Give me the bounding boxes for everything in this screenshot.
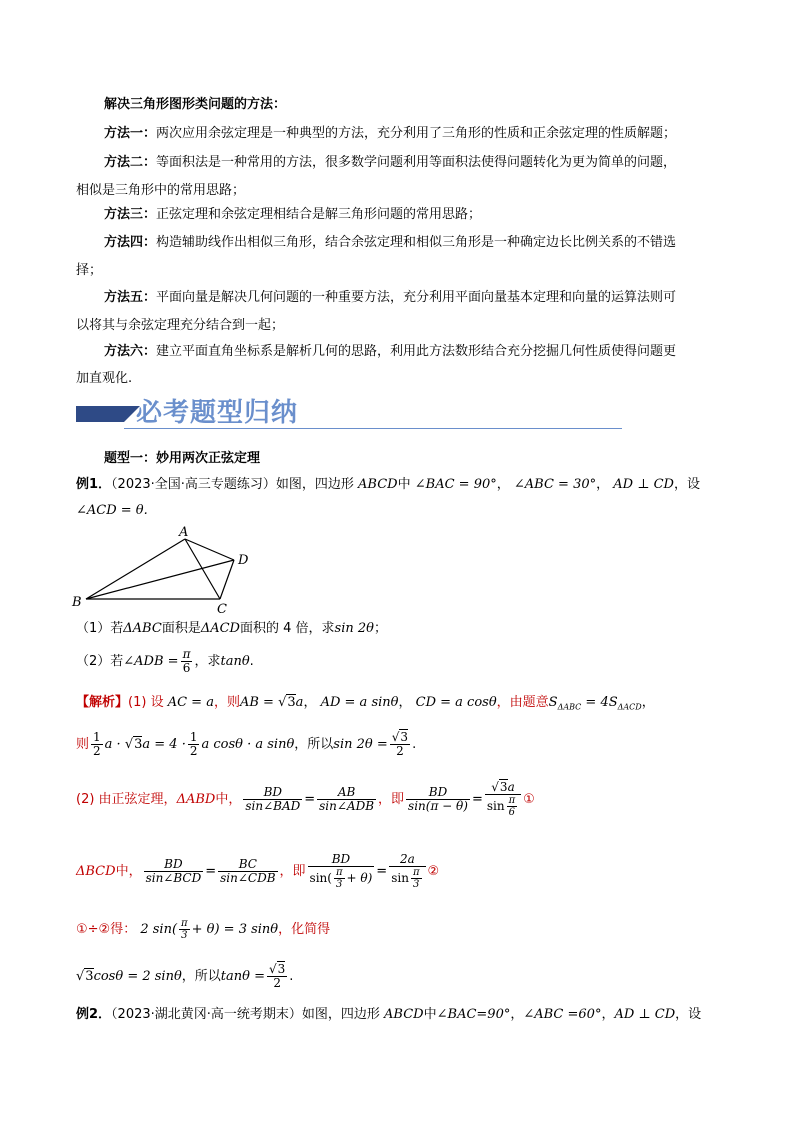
frac-bc-sincdb-d: sin∠CDB (220, 871, 276, 885)
solution-s1-sub: ΔABC (557, 702, 582, 712)
solution-ab-radicand: 3 (287, 695, 296, 710)
frac-bd-sinpi-d: sin(π − θ) (408, 799, 468, 813)
method-1-label: 方法一： (104, 126, 157, 141)
solution-p3-c: ，即 (378, 792, 405, 807)
frac-bd-sinpi-n: BD (428, 785, 448, 799)
frac-root3a-sinpi6: √3a sin $\frac{\pi}{6}$ (485, 781, 521, 818)
method-3-label: 方法三： (104, 207, 157, 222)
example-1-sep-1: ， (496, 477, 510, 492)
frac-pi6-d: 6 (507, 806, 518, 818)
quadrilateral-figure (70, 524, 270, 616)
example-1-label: 例1． (76, 477, 112, 492)
frac-bc-sincdb (218, 858, 277, 885)
example-1-she: ，设 (673, 477, 700, 492)
solution-comma-3: ， (641, 695, 655, 710)
example-2-cond-2: ∠ABC =60° (523, 1007, 602, 1022)
solution-p4-tri: ΔBCD (76, 864, 116, 879)
solution-p6-radicand: 3 (85, 969, 94, 984)
frac-pi3c-d: 3 (179, 929, 190, 941)
method-5-label: 方法五： (104, 290, 157, 305)
banner-rule (124, 428, 622, 429)
method-5 (104, 289, 676, 307)
frac-pi3-d: 3 (334, 878, 345, 890)
q2-target: tanθ (220, 654, 250, 669)
solution-then: ，则 (213, 695, 240, 710)
frac-pi3b-n: π (412, 867, 420, 878)
solution-p2-mid1: a · (104, 737, 121, 752)
q2-fraction (181, 648, 193, 675)
frac-bd-sinpi3 (308, 853, 375, 890)
solution-p3-b: 中， (215, 792, 242, 807)
q2-angle: ∠ADB = (123, 654, 179, 669)
method-2-text-a: 等面积法是一种常用的方法，很多数学问题利用等面积法使得问题转化为更为简单的问题， (156, 155, 677, 170)
example-2-sep-2: ， (601, 1007, 615, 1022)
frac-ab-sinadb-d: sin∠ADB (319, 799, 375, 813)
method-4 (104, 234, 676, 252)
frac-root3-d: 2 (390, 744, 410, 758)
example-1-source: （2023·全国·高三专题练习）如图，四边形 (111, 477, 354, 492)
solution-p2-radicand: 3 (134, 737, 143, 752)
frac-root3b-d: 2 (267, 976, 287, 990)
question-2 (76, 648, 254, 676)
solution-cd: CD = a cosθ (415, 695, 497, 710)
solution-line-4 (76, 850, 439, 894)
section-banner (76, 396, 622, 434)
example-2-text: （2023·湖北黄冈·高一统考期末）如图，四边形 (111, 1007, 380, 1022)
vertex-d-label: D (238, 553, 249, 568)
solution-comma-1: ， (303, 695, 317, 710)
frac-pi3b-d: 3 (411, 878, 422, 890)
frac-root3-n: 3 (400, 730, 409, 744)
frac-bd-sinbad-n: BD (263, 785, 283, 799)
solution-p2-end: . (412, 737, 417, 752)
frac-2a-sin: sin (391, 871, 409, 885)
frac-2a-sinpi3 (389, 853, 425, 890)
solution-p4-eq-1: = (205, 864, 217, 879)
frac-root3-over-2b: $\frac{√3}{2}$ (269, 962, 286, 990)
method-4-label: 方法四： (104, 235, 157, 250)
solution-line-1: 【解析】(1) 设 AC = a，则AB = √3a， AD = a sinθ， CD = a cosθ，由题意$S_{\Delta ABC} = 4S_{\Delta ACD}$， (76, 695, 655, 712)
solution-mark-1: ① (523, 792, 535, 807)
frac-root3b-n: 3 (277, 962, 286, 976)
method-2-text-b: 相似是三角形中的常用思路； (76, 183, 246, 198)
method-2 (104, 154, 676, 172)
frac-bd-sinbcd (144, 858, 204, 885)
q1-triangle-acd: ΔACD (200, 621, 240, 636)
banner-bar (76, 406, 124, 422)
example-2-she: ，设 (675, 1007, 702, 1022)
solution-line-3 (76, 778, 535, 822)
frac-bd-sinpi3-n: BD (331, 852, 351, 866)
solution-ad: AD = a sinθ (320, 695, 399, 710)
method-2-label: 方法二： (104, 155, 157, 170)
frac-sinpi3-close: + θ) (346, 871, 373, 885)
solution-s2: S (608, 695, 618, 710)
solution-p6-a: cosθ = 2 sinθ (93, 969, 182, 984)
frac-root3a-sin: sin (486, 799, 505, 813)
method-6-text-a: 建立平面直角坐标系是解析几何的思路，利用此方法数形结合充分挖掘几何性质使得问题更 (156, 344, 677, 359)
q2-text-a: （2）若 (76, 654, 124, 669)
solution-line-5 (76, 910, 330, 950)
example-1-line-1 (76, 476, 700, 494)
q1-text-b: 面积是 (161, 621, 201, 636)
solution-p4-a: 中， (115, 864, 142, 879)
solution-comma-2: ， (398, 695, 412, 710)
method-3-text: 正弦定理和余弦定理相结合是解三角形问题的常用思路； (156, 207, 482, 222)
method-1-text: 两次应用余弦定理是一种典型的方法，充分利用了三角形的性质和正余弦定理的性质解题； (156, 126, 677, 141)
solution-p4-eq-2: = (376, 864, 388, 879)
solution-p5-b: ，化简得 (278, 922, 331, 937)
solution-p1-a: (1) 设 (128, 695, 164, 710)
solution-line-2: 则 $\frac{1}{2}$ a · √3a = 4 · $\frac{1}{2}$ a cosθ · a sinθ，所以sin 2θ = $\frac{√3}{2}$ . (76, 730, 417, 758)
solution-p3-a: (2) 由正弦定理， (76, 792, 177, 807)
solution-ze: 则 (76, 737, 90, 752)
q1-text-e: ； (373, 621, 387, 636)
frac-bd-sinbad (243, 786, 302, 813)
frac-pi3c (179, 918, 190, 941)
method-3 (104, 206, 481, 224)
solution-ac: AC = a (167, 695, 214, 710)
example-1-sep-2: ， (596, 477, 610, 492)
frac-pi3c-n: π (181, 918, 188, 929)
frac-2a-n: 2a (399, 852, 415, 866)
method-5-text-b: 以将其与余弦定理充分结合到一起； (76, 318, 285, 333)
method-6-text-b: 加直观化. (76, 371, 133, 386)
example-2-cond-3: AD ⊥ CD (614, 1007, 676, 1022)
frac-half-2 (188, 731, 200, 758)
solution-p4-b: ，即 (279, 864, 306, 879)
vertex-c-label: C (217, 602, 227, 616)
frac-half-1 (91, 731, 103, 758)
frac-half-1-n: 1 (93, 730, 101, 744)
frac-bd-sinbad-d: sin∠BAD (245, 799, 301, 813)
solution-line-6: √3cosθ = 2 sinθ，所以tanθ = $\frac{√3}{2}$ . (76, 962, 294, 990)
solution-p2-mid3: a cosθ · a sinθ (201, 737, 295, 752)
solution-p5-expr-b: + θ) = 3 sinθ (191, 922, 279, 937)
frac-half-2-d: 2 (189, 744, 198, 758)
method-6-label: 方法六： (104, 344, 157, 359)
solution-ab: AB = (239, 695, 274, 710)
method-6 (104, 343, 676, 361)
frac-bd-sinpi (406, 786, 470, 813)
frac-half-1-d: 2 (93, 744, 101, 758)
example-1-cond-3: AD ⊥ CD (613, 477, 674, 492)
solution-p3-eq-1: = (304, 792, 316, 807)
solution-p5-a: ①÷②得： (76, 922, 137, 937)
example-2-line-1 (76, 1006, 701, 1024)
frac-ab-sinadb-n: AB (337, 785, 356, 799)
solution-s2-sub: ΔACD (617, 702, 642, 712)
example-2-zhong: 中 (423, 1007, 437, 1022)
methods-heading: 解决三角形图形类问题的方法： (104, 97, 287, 112)
example-1-cond-1: ∠BAC = 90° (414, 477, 497, 492)
method-5-text-a: 平面向量是解决几何问题的一种重要方法，充分利用平面向量基本定理和向量的运算法则可 (156, 290, 677, 305)
frac-root3a-a: a (507, 780, 515, 794)
method-4-text-a: 构造辅助线作出相似三角形，结合余弦定理和相似三角形是一种确定边长比例关系的不错选 (156, 235, 677, 250)
frac-pi3-n: π (335, 867, 343, 878)
example-1-quad: ABCD (358, 477, 398, 492)
edge-ad (185, 539, 234, 560)
frac-root3a-rad: 3 (499, 780, 508, 794)
example-1-zhong: 中 (397, 477, 411, 492)
edge-cd (220, 560, 234, 599)
frac-pi6-n: π (508, 795, 516, 806)
frac-bd-sinbcd-d: sin∠BCD (145, 871, 202, 885)
q1-text-a: （1）若 (76, 621, 124, 636)
frac-ab-sinadb (317, 786, 376, 813)
solution-ab-a: a (295, 695, 304, 710)
method-4-text-b: 择； (76, 263, 103, 278)
vertex-a-label: A (179, 525, 189, 540)
solution-p3-tri: ΔABD (176, 792, 216, 807)
edge-ba (86, 539, 185, 599)
q1-target: sin 2θ (334, 621, 374, 636)
frac-half-2-n: 1 (189, 730, 198, 744)
example-1-line-2: ∠ACD = θ. (76, 503, 148, 518)
question-1 (76, 620, 387, 638)
example-2-label: 例2． (76, 1007, 112, 1022)
frac-bc-sincdb-n: BC (238, 857, 257, 871)
q1-text-c: 面积的 4 倍，求 (239, 621, 335, 636)
edge-ac (185, 539, 220, 599)
q2-end: . (249, 654, 254, 669)
solution-p6-c: tanθ = (220, 969, 265, 984)
example-1-cond-2: ∠ABC = 30° (513, 477, 597, 492)
solution-p3-eq-2: = (471, 792, 483, 807)
solution-p6-b: ，所以 (181, 969, 221, 984)
frac-sinpi3-open: sin( (309, 871, 332, 885)
q1-triangle-abc: ΔABC (123, 621, 162, 636)
q2-denominator: 6 (181, 661, 193, 675)
example-2-sep-1: ， (510, 1007, 524, 1022)
frac-root3-over-2: $\frac{√3}{2}$ (391, 730, 409, 758)
solution-mark-2: ② (427, 864, 440, 879)
solution-by-condition: ，由题意 (496, 695, 549, 710)
solution-s1: S (548, 695, 558, 710)
type1-title: 题型一：妙用两次正弦定理 (104, 451, 261, 466)
solution-p2-mid2: a = 4 · (142, 737, 186, 752)
solution-p2-so: ，所以 (294, 737, 334, 752)
solution-p2-sin: sin 2θ = (333, 737, 388, 752)
example-2-cond-1: ∠BAC=90° (436, 1007, 511, 1022)
section-title: 必考题型归纳 (136, 398, 299, 428)
method-1 (104, 125, 676, 143)
example-2-quad: ABCD (384, 1007, 424, 1022)
q2-text-b: ，求 (194, 654, 221, 669)
solution-p6-end: . (289, 969, 294, 984)
solution-p5-expr-a: 2 sin( (140, 922, 178, 937)
solution-eq: = 4 (585, 695, 609, 710)
frac-bd-sinbcd-n: BD (164, 857, 183, 871)
q2-numerator: π (182, 647, 191, 661)
edge-bd (86, 560, 234, 599)
solution-tag: 【解析】 (76, 695, 129, 710)
vertex-b-label: B (72, 595, 82, 610)
